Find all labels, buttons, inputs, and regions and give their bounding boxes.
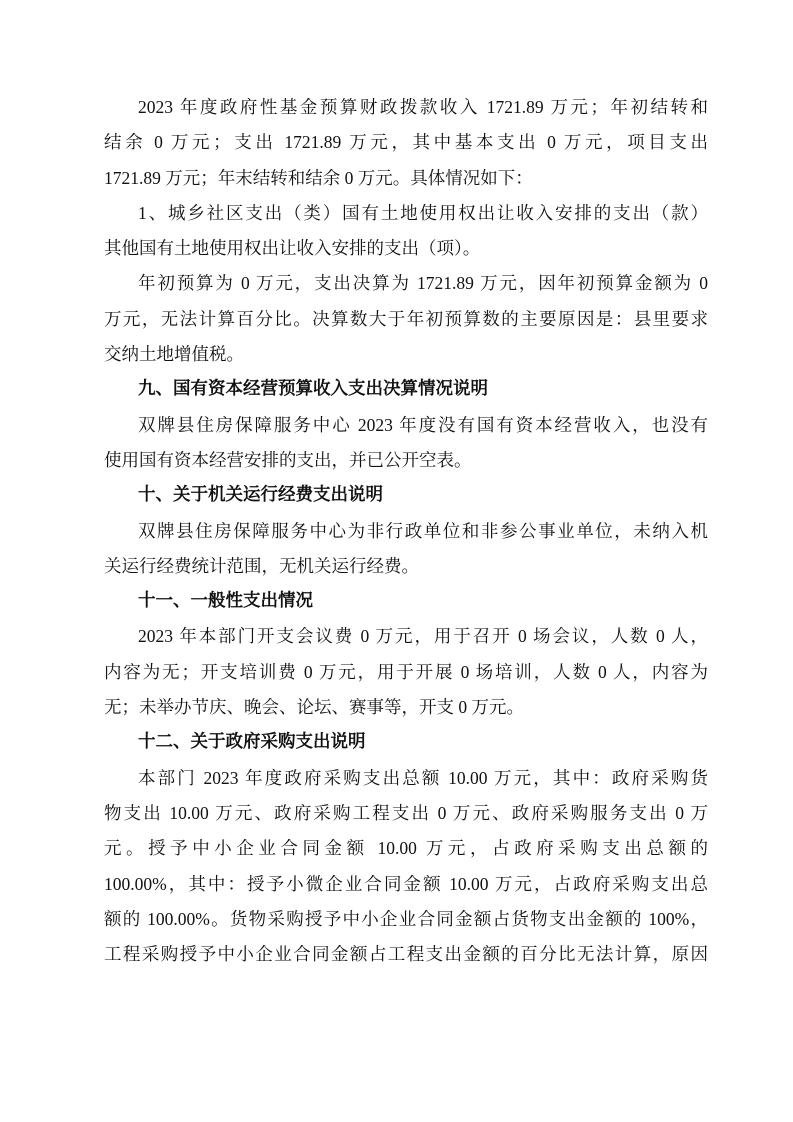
paragraph-line: 双牌县住房保障服务中心 2023 年度没有国有资本经营收入，也没有	[138, 414, 708, 435]
paragraph-line: 1、城乡社区支出（类）国有土地使用权出让收入安排的支出（款）	[138, 202, 708, 223]
paragraph-line: 双牌县住房保障服务中心为非行政单位和非参公事业单位，未纳入机	[138, 520, 708, 541]
paragraph-line: 结余 0 万元；支出 1721.89 万元，其中基本支出 0 万元，项目支出	[104, 132, 708, 153]
paragraph-line: 使用国有资本经营安排的支出，并已公开空表。	[104, 449, 472, 470]
paragraph-line: 100.00%，其中：授予小微企业合同金额 10.00 万元，占政府采购支出总	[104, 873, 708, 894]
paragraph-line: 2023 年本部门开支会议费 0 万元，用于召开 0 场会议，人数 0 人，	[138, 626, 708, 647]
paragraph-line: 元。授予中小企业合同金额 10.00 万元，占政府采购支出总额的	[104, 838, 708, 859]
section-heading: 十、关于机关运行经费支出说明	[138, 485, 383, 506]
section-heading: 九、国有资本经营预算收入支出决算情况说明	[138, 379, 488, 400]
paragraph-line: 万元，无法计算百分比。决算数大于年初预算数的主要原因是：县里要求	[104, 308, 708, 329]
paragraph-line: 无；未举办节庆、晚会、论坛、赛事等，开支 0 万元。	[104, 697, 524, 718]
paragraph-line: 关运行经费统计范围，无机关运行经费。	[104, 555, 419, 576]
paragraph-line: 交纳土地增值税。	[104, 344, 244, 365]
document-page	[104, 90, 708, 972]
section-heading: 十一、一般性支出情况	[138, 591, 313, 612]
paragraph-line: 物支出 10.00 万元、政府采购工程支出 0 万元、政府采购服务支出 0 万	[104, 802, 708, 823]
paragraph-line: 额的 100.00%。货物采购授予中小企业合同金额占货物支出金额的 100%，	[104, 908, 708, 929]
paragraph-line: 年初预算为 0 万元，支出决算为 1721.89 万元，因年初预算金额为 0	[138, 273, 708, 294]
paragraph-line: 2023 年度政府性基金预算财政拨款收入 1721.89 万元；年初结转和	[138, 97, 708, 117]
paragraph-line: 工程采购授予中小企业合同金额占工程支出金额的百分比无法计算，原因	[104, 944, 708, 965]
paragraph-line: 本部门 2023 年度政府采购支出总额 10.00 万元，其中：政府采购货	[138, 767, 708, 788]
paragraph-line: 内容为无；开支培训费 0 万元，用于开展 0 场培训，人数 0 人，内容为	[104, 661, 708, 682]
paragraph-line: 其他国有土地使用权出让收入安排的支出（项）。	[104, 238, 481, 259]
paragraph-line: 1721.89 万元；年末结转和结余 0 万元。具体情况如下：	[104, 167, 533, 188]
section-heading: 十二、关于政府采购支出说明	[138, 732, 366, 753]
